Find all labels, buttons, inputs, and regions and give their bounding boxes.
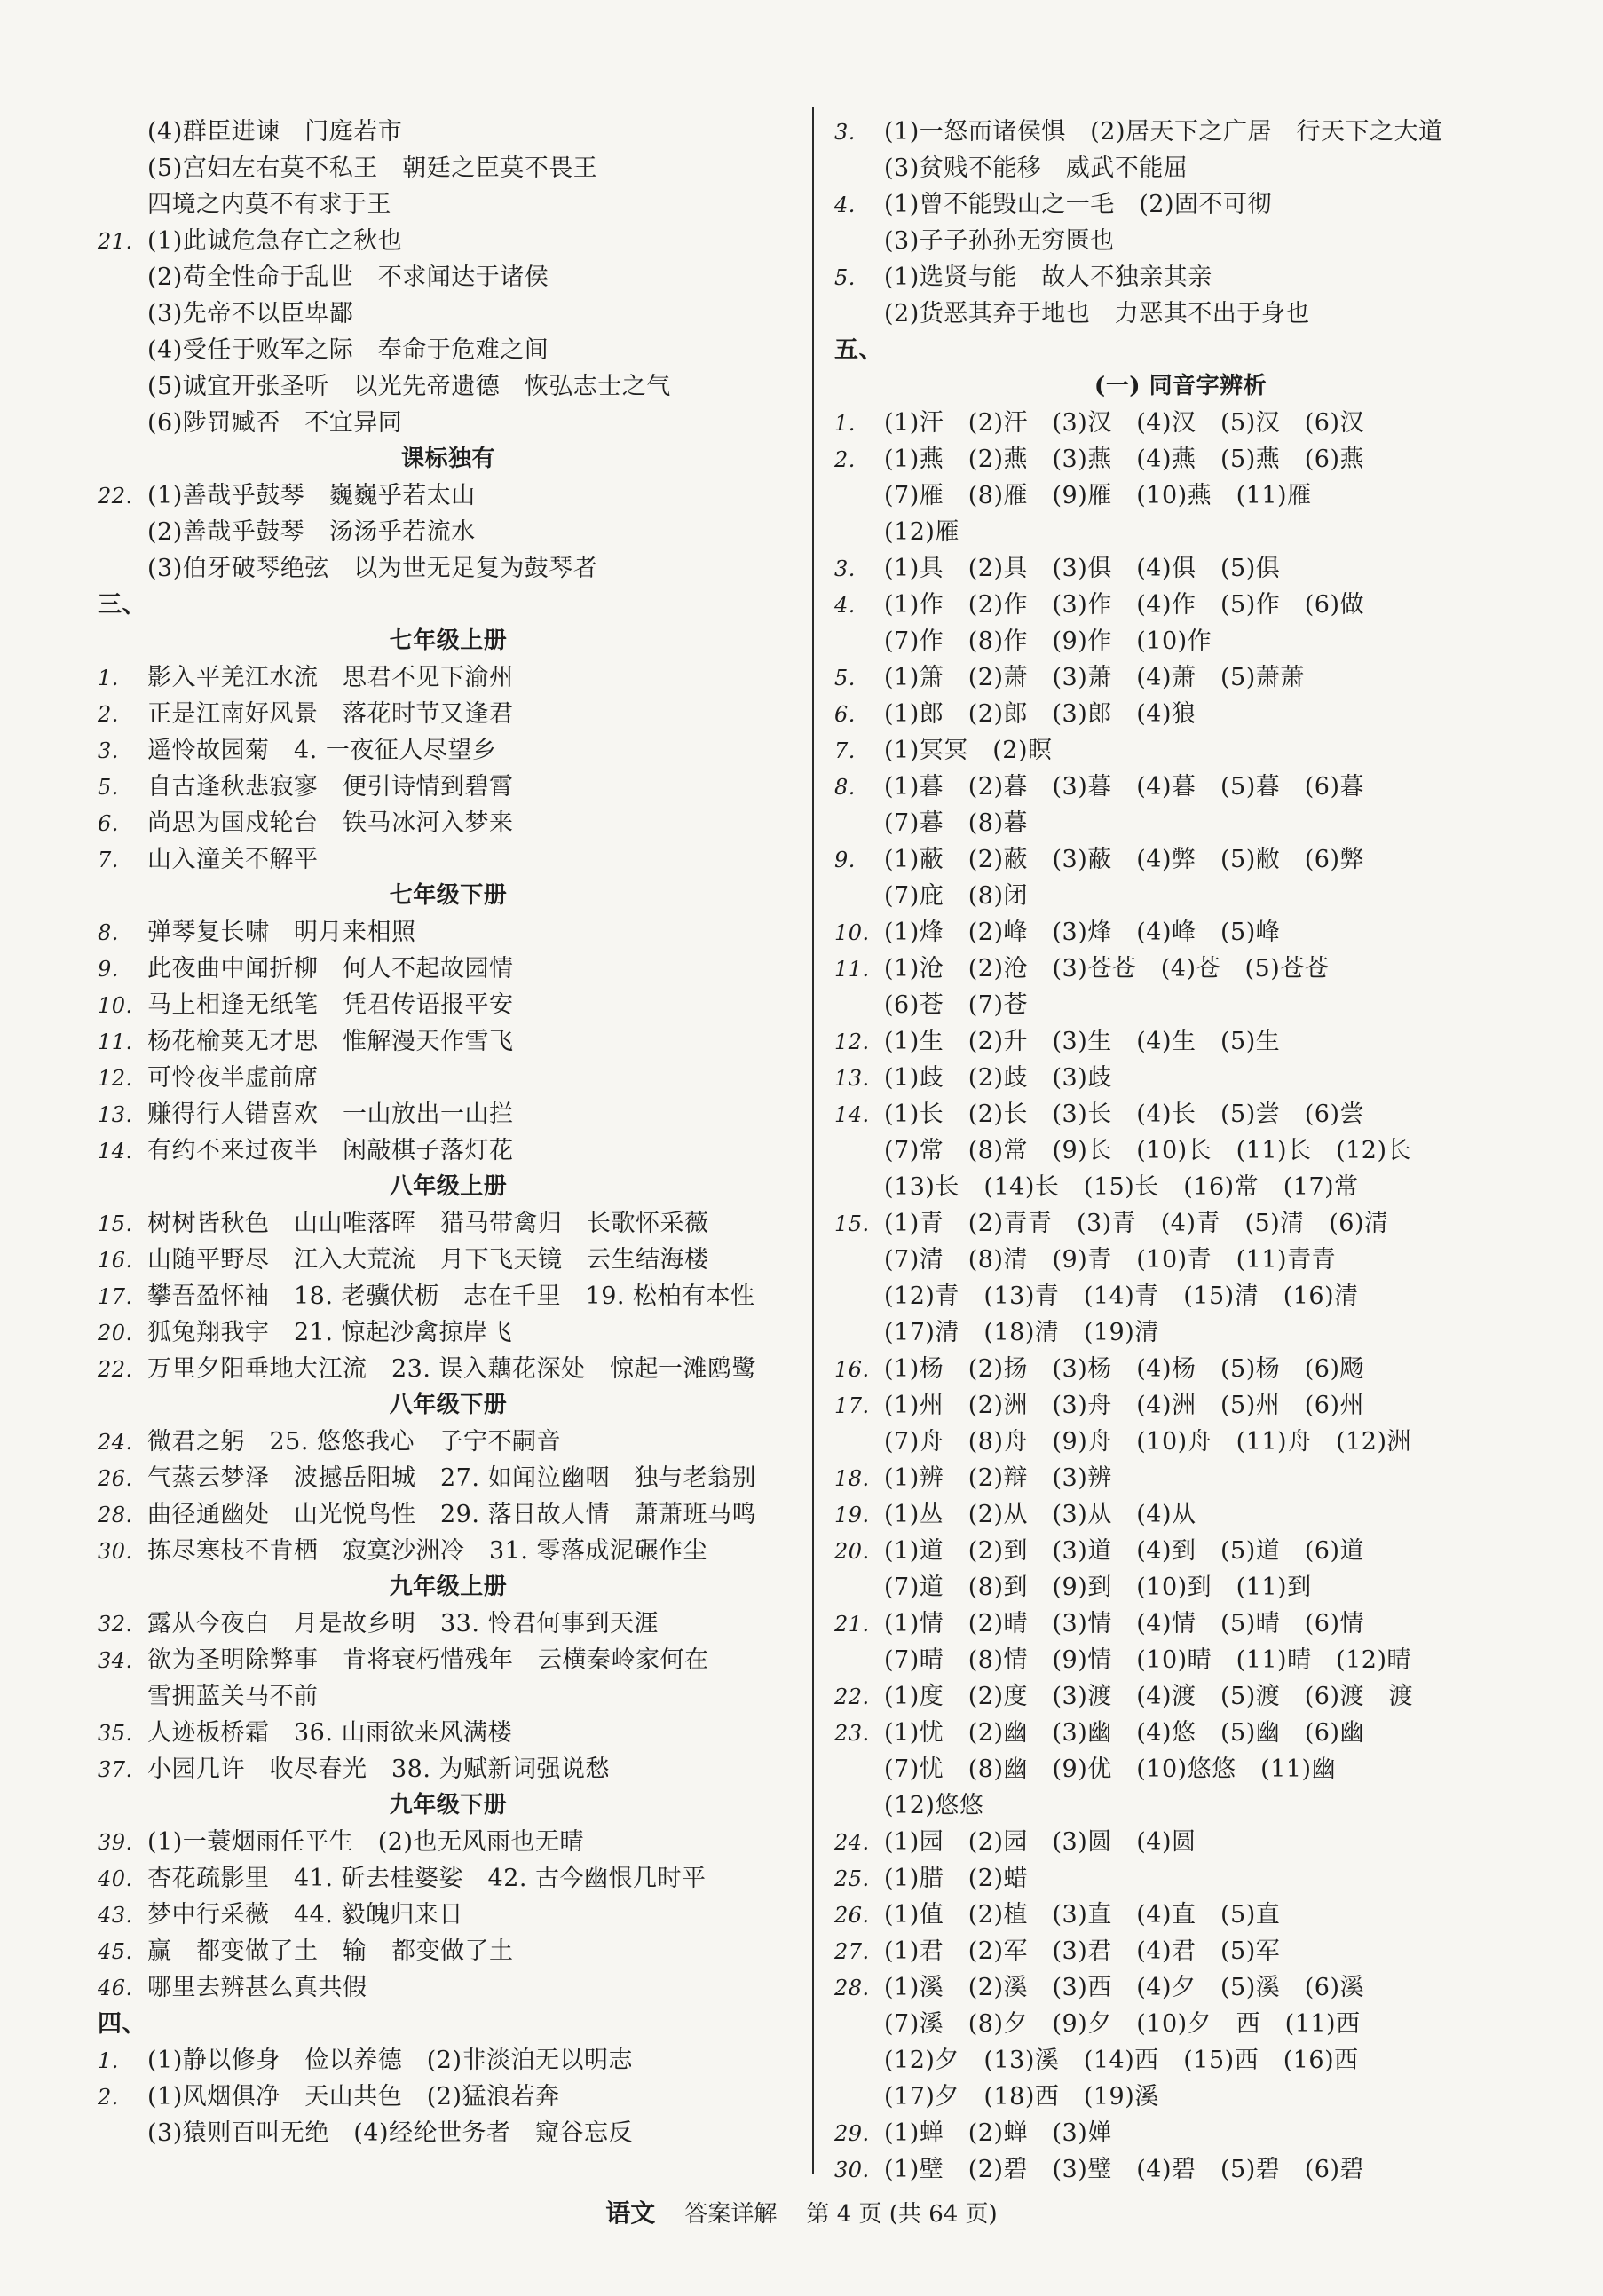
item-number: 43. (98, 1903, 133, 1928)
item-text: (1)郎 (2)郎 (3)郎 (4)狼 (884, 700, 1196, 728)
item-number: 30. (98, 1539, 133, 1564)
item-number: 21. (98, 229, 133, 254)
section-heading: 七年级上册 (389, 627, 508, 654)
answer-item (834, 769, 1527, 805)
item-text: 杏花疏影里 41. 斫去桂婆娑 42. 古今幽恨几时平 (147, 1865, 707, 1892)
item-number: 45. (98, 1939, 133, 1964)
item-number: 22. (98, 1357, 133, 1382)
answer-continuation: (4)群臣进谏 门庭若市 (147, 118, 403, 146)
item-text: (1)道 (2)到 (3)道 (4)到 (5)道 (6)道 (884, 1537, 1364, 1565)
answer-item (98, 1278, 799, 1314)
answer-continuation: (3)先帝不以臣卑鄙 (147, 300, 354, 327)
answer-item (98, 1860, 799, 1897)
item-text: 攀吾盈怀袖 18. 老骥伏枥 志在千里 19. 松柏有本性 (147, 1282, 755, 1310)
item-text: 自古逢秋悲寂寥 便引诗情到碧霄 (147, 773, 514, 801)
answer-item (98, 223, 799, 259)
item-text: (1)暮 (2)暮 (3)暮 (4)暮 (5)暮 (6)暮 (884, 773, 1364, 801)
answer-item (834, 696, 1527, 732)
answer-item (98, 951, 799, 987)
answer-item (834, 951, 1527, 987)
item-text: (1)冥冥 (2)瞑 (884, 737, 1053, 764)
item-text: 赚得行人错喜欢 一山放出一山拦 (147, 1101, 514, 1128)
item-text: (1)度 (2)度 (3)渡 (4)渡 (5)渡 (6)渡 渡 (884, 1683, 1413, 1710)
answer-continuation: (7)舟 (8)舟 (9)舟 (10)舟 (11)舟 (12)洲 (884, 1428, 1412, 1456)
column-divider (812, 107, 814, 2174)
item-number: 24. (834, 1830, 870, 1855)
answer-item (834, 441, 1527, 477)
item-number: 17. (834, 1393, 870, 1418)
section-heading: 九年级下册 (389, 1792, 508, 1819)
item-number: 20. (834, 1539, 870, 1564)
item-number: 29. (834, 2121, 870, 2146)
item-number: 16. (98, 1248, 133, 1273)
footer-page-number: 第 4 页 (共 64 页) (806, 2201, 998, 2228)
answer-continuation: (7)作 (8)作 (9)作 (10)作 (884, 627, 1212, 655)
answer-item (834, 1715, 1527, 1751)
answer-item (834, 1387, 1527, 1424)
item-text: (1)燕 (2)燕 (3)燕 (4)燕 (5)燕 (6)燕 (884, 446, 1364, 473)
answer-item (98, 732, 799, 769)
answer-item (834, 1205, 1527, 1242)
item-number: 2. (98, 702, 119, 727)
item-number: 28. (98, 1503, 133, 1527)
answer-item (98, 1533, 799, 1569)
answer-continuation: (3)伯牙破琴绝弦 以为世无足复为鼓琴者 (147, 555, 598, 582)
item-text: 尚思为国戍轮台 铁马冰河入梦来 (147, 809, 514, 837)
answer-item (98, 1460, 799, 1496)
item-number: 7. (98, 848, 119, 872)
section-number: 五、 (834, 336, 883, 364)
answer-item (834, 1460, 1527, 1496)
answer-item (834, 1060, 1527, 1096)
item-number: 1. (98, 666, 119, 690)
answer-continuation: (12)夕 (13)溪 (14)西 (15)西 (16)西 (884, 2047, 1359, 2074)
answer-continuation: (6)苍 (7)苍 (884, 991, 1028, 1019)
item-number: 11. (98, 1030, 133, 1054)
item-text: 山入潼关不解平 (147, 846, 319, 873)
answer-item (834, 405, 1527, 441)
item-number: 40. (98, 1866, 133, 1891)
answer-item (98, 1969, 799, 2006)
answer-item (834, 1096, 1527, 1132)
item-text: (1)沧 (2)沧 (3)苍苍 (4)苍 (5)苍苍 (884, 955, 1330, 982)
answer-continuation: (2)苟全性命于乱世 不求闻达于诸侯 (147, 264, 549, 291)
answer-continuation: (17)夕 (18)西 (19)溪 (884, 2083, 1159, 2111)
answer-item (98, 1642, 799, 1678)
answer-continuation: (2)货恶其弃于地也 力恶其不出于身也 (884, 300, 1310, 327)
item-number: 21. (834, 1612, 870, 1637)
item-text: 微君之躬 25. 悠悠我心 子宁不嗣音 (147, 1428, 562, 1456)
item-text: 露从今夜白 月是故乡明 33. 怜君何事到天涯 (147, 1610, 659, 1637)
item-number: 4. (834, 593, 856, 618)
item-number: 6. (834, 702, 856, 727)
section-number: 四、 (98, 2010, 146, 2038)
item-text: 杨花榆荚无才思 惟解漫天作雪飞 (147, 1028, 514, 1055)
answer-item (834, 550, 1527, 587)
item-number: 9. (98, 957, 119, 982)
item-text: 马上相逢无纸笔 凭君传语报平安 (147, 991, 514, 1019)
item-text: (1)州 (2)洲 (3)舟 (4)洲 (5)州 (6)州 (884, 1392, 1364, 1419)
item-text: (1)选贤与能 故人不独亲其亲 (884, 264, 1212, 291)
answer-item (834, 259, 1527, 296)
answer-item (834, 114, 1527, 150)
item-number: 14. (834, 1102, 870, 1127)
item-number: 14. (98, 1139, 133, 1164)
item-text: 遥怜故园菊 4. 一夜征人尽望乡 (147, 737, 497, 764)
answer-continuation: 雪拥蓝关马不前 (147, 1683, 319, 1710)
answer-item (834, 659, 1527, 696)
answer-continuation: (17)清 (18)清 (19)清 (884, 1319, 1159, 1346)
item-text: (1)善哉乎鼓琴 巍巍乎若太山 (147, 482, 476, 509)
item-number: 10. (98, 993, 133, 1018)
answer-continuation: (7)常 (8)常 (9)长 (10)长 (11)长 (12)长 (884, 1137, 1412, 1164)
item-number: 3. (98, 738, 119, 763)
item-number: 20. (98, 1321, 133, 1345)
answer-continuation: (12)青 (13)青 (14)青 (15)清 (16)清 (884, 1282, 1359, 1310)
answer-continuation: (7)暮 (8)暮 (884, 809, 1028, 837)
answer-item (834, 1860, 1527, 1897)
item-text: (1)生 (2)升 (3)生 (4)生 (5)生 (884, 1028, 1281, 1055)
item-number: 3. (834, 120, 856, 145)
item-text: (1)值 (2)植 (3)直 (4)直 (5)直 (884, 1901, 1281, 1929)
item-number: 12. (98, 1066, 133, 1091)
item-number: 19. (834, 1503, 870, 1527)
item-number: 12. (834, 1030, 870, 1054)
item-text: 哪里去辨甚么真共假 (147, 1974, 367, 2001)
item-text: (1)烽 (2)峰 (3)烽 (4)峰 (5)峰 (884, 919, 1281, 946)
section-heading: 八年级上册 (389, 1173, 508, 1200)
answer-item (98, 1751, 799, 1787)
answer-continuation: (7)庇 (8)闭 (884, 882, 1028, 910)
item-text: 拣尽寒枝不肯栖 寂寞沙洲冷 31. 零落成泥碾作尘 (147, 1537, 708, 1565)
item-text: (1)腊 (2)蜡 (884, 1865, 1028, 1892)
section-heading: 课标独有 (400, 446, 495, 472)
answer-item (834, 914, 1527, 951)
left-column (98, 114, 799, 2151)
item-number: 37. (98, 1757, 133, 1782)
answer-item (98, 1205, 799, 1242)
answer-item (834, 1969, 1527, 2006)
section-heading: (一) 同音字辨析 (1094, 373, 1267, 399)
item-text: (1)静以修身 俭以养德 (2)非淡泊无以明志 (147, 2047, 633, 2074)
item-number: 15. (98, 1211, 133, 1236)
answer-item (834, 841, 1527, 878)
answer-item (98, 805, 799, 841)
answer-continuation: (4)受任于败军之际 奉命于危难之间 (147, 336, 549, 364)
answer-item (834, 587, 1527, 623)
item-number: 11. (834, 957, 870, 982)
answer-item (98, 1933, 799, 1969)
answer-continuation: (3)子子孙孙无穷匮也 (884, 227, 1115, 255)
answer-continuation: (2)善哉乎鼓琴 汤汤乎若流水 (147, 518, 476, 546)
answer-item (98, 1715, 799, 1751)
item-number: 8. (834, 775, 856, 800)
answer-continuation: (12)悠悠 (884, 1792, 984, 1819)
answer-continuation: (5)宫妇左右莫不私王 朝廷之臣莫不畏王 (147, 154, 598, 182)
answer-item (834, 1897, 1527, 1933)
section-heading: 九年级上册 (389, 1574, 508, 1600)
item-number: 10. (834, 920, 870, 945)
item-text: (1)汗 (2)汗 (3)汉 (4)汉 (5)汉 (6)汉 (884, 409, 1364, 437)
answer-item (98, 1606, 799, 1642)
answer-continuation: (7)溪 (8)夕 (9)夕 (10)夕 西 (11)西 (884, 2010, 1361, 2038)
item-text: (1)歧 (2)歧 (3)歧 (884, 1064, 1112, 1092)
item-text: 此夜曲中闻折柳 何人不起故园情 (147, 955, 514, 982)
item-number: 9. (834, 848, 856, 872)
item-text: (1)蔽 (2)蔽 (3)蔽 (4)弊 (5)敝 (6)弊 (884, 846, 1364, 873)
item-text: (1)园 (2)园 (3)圆 (4)圆 (884, 1828, 1196, 1856)
item-text: (1)蝉 (2)蝉 (3)婵 (884, 2119, 1112, 2147)
item-text: 弹琴复长啸 明月来相照 (147, 919, 416, 946)
item-text: (1)情 (2)晴 (3)情 (4)情 (5)晴 (6)情 (884, 1610, 1364, 1637)
answer-item (98, 2079, 799, 2115)
answer-item (98, 841, 799, 878)
item-text: (1)溪 (2)溪 (3)西 (4)夕 (5)溪 (6)溪 (884, 1974, 1364, 2001)
footer-label: 答案详解 (684, 2201, 778, 2228)
item-text: (1)壁 (2)碧 (3)璧 (4)碧 (5)碧 (6)碧 (884, 2156, 1364, 2183)
answer-continuation: (3)贫贱不能移 威武不能屈 (884, 154, 1188, 182)
item-number: 8. (98, 920, 119, 945)
item-number: 26. (834, 1903, 870, 1928)
answer-continuation: (7)忧 (8)幽 (9)优 (10)悠悠 (11)幽 (884, 1756, 1337, 1783)
item-number: 46. (98, 1976, 133, 2000)
item-text: (1)具 (2)具 (3)俱 (4)俱 (5)俱 (884, 555, 1281, 582)
answer-item (98, 696, 799, 732)
answer-item (834, 1606, 1527, 1642)
item-text: (1)杨 (2)扬 (3)杨 (4)杨 (5)杨 (6)飏 (884, 1355, 1364, 1383)
item-text: 山随平野尽 江入大荒流 月下飞天镜 云生结海楼 (147, 1246, 709, 1274)
item-number: 23. (834, 1721, 870, 1746)
answer-item (98, 1824, 799, 1860)
answer-item (98, 914, 799, 951)
page-footer (0, 2196, 1603, 2232)
item-text: (1)一怒而诸侯惧 (2)居天下之广居 行天下之大道 (884, 118, 1443, 146)
footer-subject: 语文 (605, 2198, 656, 2228)
item-text: 正是江南好风景 落花时节又逢君 (147, 700, 514, 728)
item-number: 2. (834, 447, 856, 472)
item-number: 4. (834, 193, 856, 217)
item-text: 人迹板桥霜 36. 山雨欲来风满楼 (147, 1719, 513, 1747)
item-number: 39. (98, 1830, 133, 1855)
item-number: 18. (834, 1466, 870, 1491)
item-number: 2. (98, 2085, 119, 2110)
answer-item (98, 1132, 799, 1169)
item-number: 5. (834, 265, 856, 290)
answer-item (98, 1897, 799, 1933)
section-heading: 八年级下册 (389, 1392, 508, 1418)
answer-continuation: (12)雁 (884, 518, 959, 546)
answer-continuation: (5)诚宜开张圣听 以光先帝遗德 恢弘志士之气 (147, 373, 671, 400)
item-text: 狐兔翔我宇 21. 惊起沙禽掠岸飞 (147, 1319, 513, 1346)
right-column (834, 114, 1527, 2188)
item-number: 26. (98, 1466, 133, 1491)
item-text: 可怜夜半虚前席 (147, 1064, 319, 1092)
item-text: (1)箫 (2)萧 (3)萧 (4)萧 (5)萧萧 (884, 664, 1305, 691)
answer-item (834, 1933, 1527, 1969)
answer-item (834, 732, 1527, 769)
answer-continuation: (7)清 (8)清 (9)青 (10)青 (11)青青 (884, 1246, 1337, 1274)
answer-item (834, 2115, 1527, 2151)
item-text: 万里夕阳垂地大江流 23. 误入藕花深处 惊起一滩鸥鹭 (147, 1355, 757, 1383)
item-number: 16. (834, 1357, 870, 1382)
answer-item (98, 1242, 799, 1278)
item-number: 15. (834, 1211, 870, 1236)
answer-item (98, 1314, 799, 1351)
answer-item (98, 1424, 799, 1460)
item-number: 25. (834, 1866, 870, 1891)
item-number: 17. (98, 1284, 133, 1309)
item-number: 5. (834, 666, 856, 690)
item-text: 赢 都变做了土 输 都变做了土 (147, 1937, 514, 1965)
item-text: (1)作 (2)作 (3)作 (4)作 (5)作 (6)做 (884, 591, 1364, 619)
answer-item (834, 1496, 1527, 1533)
answer-continuation: (13)长 (14)长 (15)长 (16)常 (17)常 (884, 1173, 1359, 1201)
item-text: 有约不来过夜半 闲敲棋子落灯花 (147, 1137, 514, 1164)
answer-item (98, 1023, 799, 1060)
answer-continuation: (3)猿则百叫无绝 (4)经纶世务者 窥谷忘反 (147, 2119, 633, 2147)
answer-item (98, 659, 799, 696)
answer-item (98, 769, 799, 805)
answer-item (98, 1351, 799, 1387)
item-number: 13. (98, 1102, 133, 1127)
item-number: 30. (834, 2158, 870, 2182)
item-text: (1)风烟俱净 天山共色 (2)猛浪若奔 (147, 2083, 560, 2111)
item-number: 22. (834, 1685, 870, 1709)
item-number: 27. (834, 1939, 870, 1964)
item-number: 22. (98, 484, 133, 509)
item-number: 3. (834, 556, 856, 581)
item-text: (1)忧 (2)幽 (3)幽 (4)悠 (5)幽 (6)幽 (884, 1719, 1364, 1747)
answer-item (98, 1096, 799, 1132)
item-number: 13. (834, 1066, 870, 1091)
item-number: 5. (98, 775, 119, 800)
item-number: 24. (98, 1430, 133, 1455)
item-text: (1)一蓑烟雨任平生 (2)也无风雨也无晴 (147, 1828, 584, 1856)
item-number: 32. (98, 1612, 133, 1637)
answer-item (834, 1678, 1527, 1715)
answer-item (834, 1824, 1527, 1860)
answer-continuation: (7)雁 (8)雁 (9)雁 (10)燕 (11)雁 (884, 482, 1312, 509)
item-number: 34. (98, 1648, 133, 1673)
item-text: (1)曾不能毁山之一毛 (2)固不可彻 (884, 191, 1272, 218)
answer-item (98, 1060, 799, 1096)
item-text: 小园几许 收尽春光 38. 为赋新词强说愁 (147, 1756, 611, 1783)
answer-item (834, 2151, 1527, 2188)
item-text: 树树皆秋色 山山唯落晖 猎马带禽归 长歌怀采薇 (147, 1210, 709, 1237)
item-number: 1. (98, 2048, 119, 2073)
answer-item (98, 987, 799, 1023)
item-text: (1)长 (2)长 (3)长 (4)长 (5)尝 (6)尝 (884, 1101, 1364, 1128)
answer-item (834, 186, 1527, 223)
section-number: 三、 (98, 591, 146, 619)
answer-item (834, 1533, 1527, 1569)
item-text: 影入平羌江水流 思君不见下渝州 (147, 664, 514, 691)
item-text: 曲径通幽处 山光悦鸟性 29. 落日故人情 萧萧班马鸣 (147, 1501, 757, 1528)
item-text: (1)君 (2)军 (3)君 (4)君 (5)军 (884, 1937, 1281, 1965)
answer-continuation: 四境之内莫不有求于王 (147, 191, 391, 218)
answer-item (98, 2042, 799, 2079)
answer-item (834, 1023, 1527, 1060)
item-text: (1)青 (2)青青 (3)青 (4)青 (5)清 (6)清 (884, 1210, 1389, 1237)
item-text: (1)此诚危急存亡之秋也 (147, 227, 403, 255)
answer-item (98, 477, 799, 514)
answer-item (98, 1496, 799, 1533)
answer-item (834, 1351, 1527, 1387)
item-text: 梦中行采薇 44. 毅魄归来日 (147, 1901, 464, 1929)
item-text: 欲为圣明除弊事 肯将衰朽惜残年 云横秦岭家何在 (147, 1646, 709, 1674)
item-text: 气蒸云梦泽 波撼岳阳城 27. 如闻泣幽咽 独与老翁别 (147, 1464, 757, 1492)
item-text: (1)丛 (2)从 (3)从 (4)从 (884, 1501, 1196, 1528)
item-number: 28. (834, 1976, 870, 2000)
answer-continuation: (7)晴 (8)情 (9)情 (10)晴 (11)晴 (12)晴 (884, 1646, 1412, 1674)
item-number: 1. (834, 411, 856, 436)
item-text: (1)辨 (2)辩 (3)辨 (884, 1464, 1112, 1492)
item-number: 35. (98, 1721, 133, 1746)
item-number: 7. (834, 738, 856, 763)
answer-continuation: (7)道 (8)到 (9)到 (10)到 (11)到 (884, 1574, 1312, 1601)
answer-continuation: (6)陟罚臧否 不宜异同 (147, 409, 403, 437)
section-heading: 七年级下册 (389, 882, 508, 909)
item-number: 6. (98, 811, 119, 836)
